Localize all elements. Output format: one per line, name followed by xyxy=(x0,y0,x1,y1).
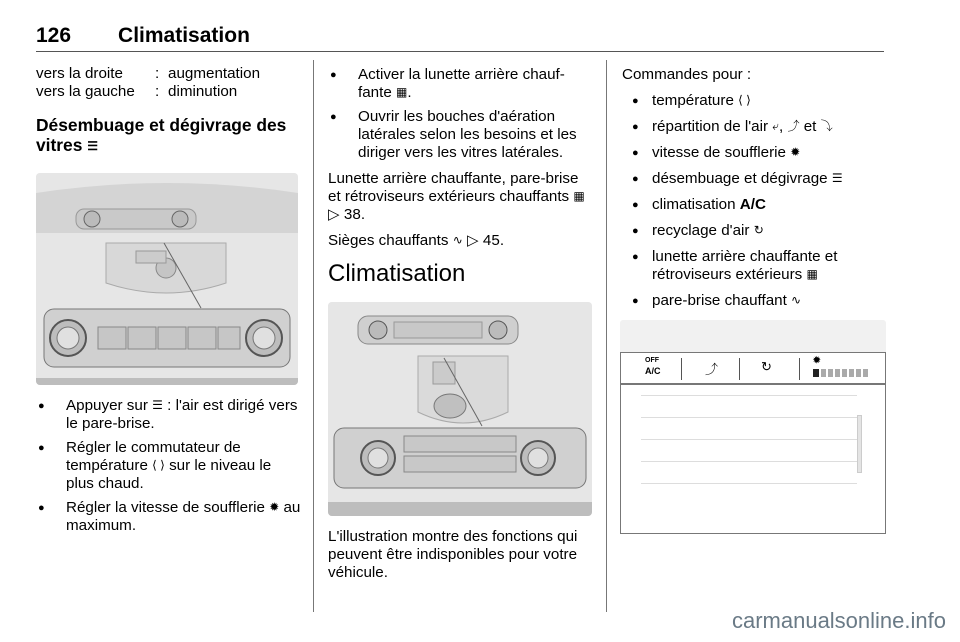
list-item: ● Ouvrir les bouches d'aération latérales selon les besoins et les diriger vers les vitres latérales. xyxy=(328,108,593,162)
divider xyxy=(681,358,682,380)
air-distribution-icon: ⤴ xyxy=(705,362,719,377)
reference-arrow-icon: ▷ xyxy=(328,206,340,223)
list-item: ● répartition de l'air ⤶, ⤴ et ⤵ xyxy=(622,118,887,136)
paragraph: Sièges chauffants ∿ ▷ 45. xyxy=(328,232,505,249)
reference-arrow-icon: ▷ xyxy=(467,232,479,249)
climate-panel-illustration xyxy=(36,173,298,385)
watermark: carmanualsonline.info xyxy=(731,608,946,633)
defrost-icon: ☰ xyxy=(87,139,99,153)
temperature-icon: ⟨ ⟩ xyxy=(738,93,751,107)
column-divider xyxy=(313,60,314,612)
ac-label: A/C xyxy=(645,366,661,376)
section-heading: Désembuage et dégivrage des vitres ☰ xyxy=(36,115,287,155)
column-divider xyxy=(606,60,607,612)
figure-caption: L'illustration montre des fonctions qui peuvent être indisponibles pour votre véhicule. xyxy=(328,528,578,581)
climate-display-illustration xyxy=(620,320,886,534)
fan-icon: ✹ xyxy=(790,145,801,159)
list-item: ● climatisation A/C xyxy=(622,196,887,214)
display-screen xyxy=(620,384,886,534)
column-1 xyxy=(36,65,301,535)
list-item: ● Régler la vitesse de soufflerie ✹ au maximum. xyxy=(36,499,301,535)
temperature-icon: ⟨ ⟩ xyxy=(152,458,165,472)
ac-off-label: OFF xyxy=(645,357,659,364)
defrost-icon: ☰ xyxy=(831,171,843,185)
rear-window-icon: ▦ xyxy=(396,85,408,99)
divider xyxy=(739,358,740,380)
header-rule xyxy=(36,51,884,52)
list-item: ● Activer la lunette arrière chauf-fante ▦. xyxy=(328,66,593,102)
climate-status-bar xyxy=(620,352,886,384)
climate-panel-illustration xyxy=(328,302,592,516)
section-heading: Climatisation xyxy=(328,260,466,287)
recirculation-icon: ↻ xyxy=(761,359,772,374)
fan-icon: ✹ xyxy=(269,500,280,514)
fan-icon: ✹ xyxy=(813,355,821,365)
column-2 xyxy=(328,66,593,582)
list-item: ● pare-brise chauffant ∿ xyxy=(622,292,887,310)
page-number: 126 xyxy=(36,24,72,47)
list-item: ● Appuyer sur ☰ : l'air est dirigé vers le pare-brise. xyxy=(36,397,301,433)
rear-window-icon: ▦ xyxy=(806,267,818,281)
air-to-feet-icon: ⤵ xyxy=(820,119,833,133)
ac-label: A/C xyxy=(739,196,766,213)
page-header xyxy=(36,24,250,48)
scrollbar xyxy=(857,415,862,473)
intro-text: Commandes pour : xyxy=(622,66,752,83)
table-row: vers la droite : augmentation xyxy=(36,65,261,82)
paragraph: Lunette arrière chauffante, pare-brise et rétroviseurs extérieurs chauffants ▦ ▷ 38. xyxy=(328,170,585,223)
air-to-head-and-feet-icon: ⤴ xyxy=(787,119,800,133)
defrost-icon: ☰ xyxy=(152,398,163,412)
section-title: Climatisation xyxy=(118,24,250,47)
list-item: ● vitesse de soufflerie ✹ xyxy=(622,144,887,162)
list-item: ● Régler le commutateur de température ⟨ ⟩ sur le niveau le plus chaud. xyxy=(36,439,301,493)
column-3 xyxy=(622,66,887,336)
list-item: ● température ⟨ ⟩ xyxy=(622,92,887,110)
list-item: ● recyclage d'air ↻ xyxy=(622,222,887,240)
list-item: ● lunette arrière chauffante et rétroviseurs extérieurs ▦ xyxy=(622,248,887,284)
heated-windscreen-icon: ∿ xyxy=(791,293,802,307)
rear-window-icon: ▦ xyxy=(573,189,585,203)
fan-speed-bar xyxy=(813,367,873,379)
list-item: ● désembuage et dégivrage ☰ xyxy=(622,170,887,188)
seat-heating-icon: ∿ xyxy=(452,233,463,247)
recirculation-icon: ↻ xyxy=(753,223,764,237)
air-to-windscreen-icon: ⤶ xyxy=(772,119,779,133)
table-row: vers la gauche : diminution xyxy=(36,83,238,100)
divider xyxy=(799,358,800,380)
